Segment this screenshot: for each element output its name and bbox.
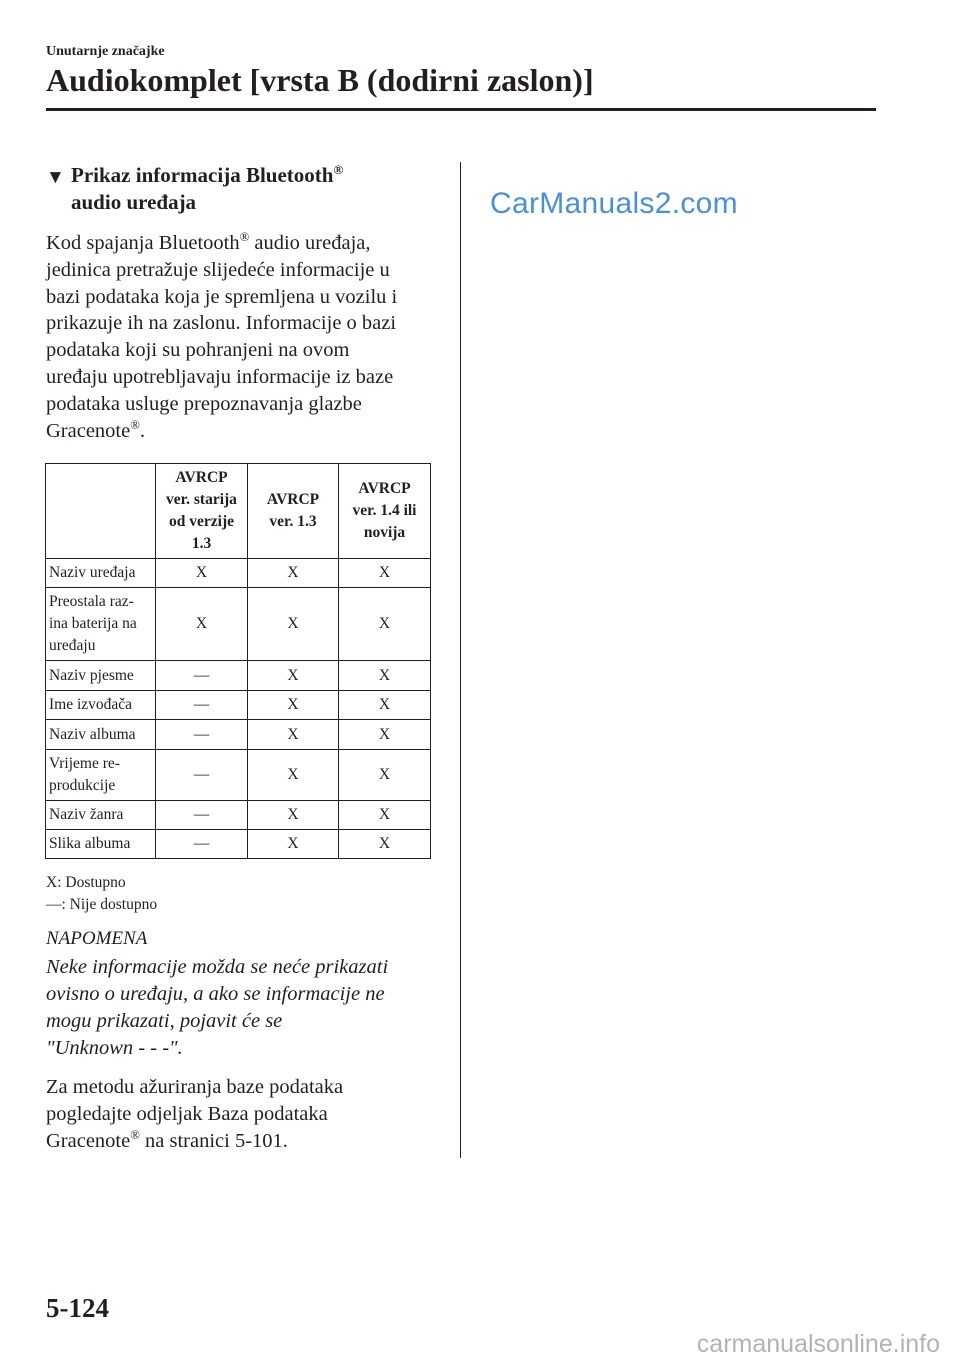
- table-row: [46, 830, 431, 859]
- triangle-bullet-icon: ▼: [46, 167, 65, 188]
- table-row-label: Naziv žanra: [46, 801, 156, 830]
- section-heading-line1: Prikaz informacija Bluetooth: [71, 163, 334, 187]
- closing-paragraph: [46, 1074, 446, 1155]
- registered-mark: ®: [239, 230, 250, 245]
- registered-mark: ®: [130, 417, 140, 432]
- table-cell: X: [156, 588, 248, 661]
- table-row-label: Naziv albuma: [46, 720, 156, 750]
- table-cell: —: [156, 720, 248, 750]
- table-cell: X: [248, 691, 339, 720]
- table-row: [46, 801, 431, 830]
- table-cell: X: [339, 559, 431, 588]
- note-line-1: Neke informacije možda se neće prikazati: [46, 956, 389, 978]
- column-divider: [460, 162, 461, 1158]
- header-rule: [46, 108, 876, 111]
- intro-line-3: bazi podataka koja je spremljena u vozilu i: [46, 285, 398, 308]
- watermark-logo: CarManuals2.com: [490, 187, 738, 220]
- note-title: NAPOMENA: [46, 928, 148, 949]
- intro-line-1a: Kod spajanja Bluetooth: [46, 232, 240, 254]
- table-cell: X: [339, 661, 431, 691]
- table-cell: X: [248, 720, 339, 750]
- table-header-cell: AVRCP ver. 1.3: [248, 464, 339, 559]
- table-row-label: Preostala raz- ina baterija na uređaju: [46, 588, 156, 661]
- header-section-label: Unutarnje značajke: [46, 44, 165, 59]
- table-cell: —: [156, 801, 248, 830]
- table-cell: —: [156, 661, 248, 691]
- table-cell: X: [339, 830, 431, 859]
- table-cell: X: [248, 559, 339, 588]
- closing-line-1: Za metodu ažuriranja baze podataka: [46, 1076, 344, 1098]
- table-header-cell: AVRCP ver. starija od verzije 1.3: [156, 464, 248, 559]
- intro-line-7: podataka usluge prepoznavanja glazbe: [46, 392, 362, 415]
- table-cell: —: [156, 691, 248, 720]
- table-row-label: Vrijeme re- produkcije: [46, 750, 156, 801]
- intro-line-4: prikazuje ih na zaslonu. Informacije o bazi: [46, 312, 397, 335]
- table-cell: X: [339, 588, 431, 661]
- table-row: [46, 750, 431, 801]
- section-heading: [46, 162, 446, 216]
- table-cell: X: [248, 801, 339, 830]
- table-row-label: Naziv uređaja: [46, 559, 156, 588]
- legend-unavailable: —: Nije dostupno: [46, 896, 158, 913]
- table-cell: X: [339, 801, 431, 830]
- table-row: [46, 720, 431, 750]
- table-header-cell: AVRCP ver. 1.4 ili novija: [339, 464, 431, 559]
- table-header-row: [46, 464, 431, 559]
- note-line-4: "Unknown - - -".: [46, 1037, 183, 1059]
- section-heading-text: [46, 162, 446, 216]
- intro-line-5: podataka koji su pohranjeni na ovom: [46, 339, 350, 362]
- note-line-3: mogu prikazati, pojavit će se: [46, 1010, 283, 1032]
- intro-line-8a: Gracenote: [46, 419, 131, 442]
- table-cell: X: [248, 661, 339, 691]
- footer-watermark: carmanualsonline.info: [696, 1330, 940, 1358]
- closing-line-3a: Gracenote: [46, 1130, 131, 1152]
- table-row: [46, 661, 431, 691]
- closing-line-2: pogledajte odjeljak Baza podataka: [46, 1103, 328, 1125]
- table-cell: X: [339, 720, 431, 750]
- table-cell: X: [248, 588, 339, 661]
- intro-line-1b: audio uređaja,: [249, 232, 371, 254]
- bluetooth-info-table: [45, 463, 431, 859]
- page-number: 5-124: [46, 1293, 109, 1323]
- table-row: [46, 588, 431, 661]
- table-cell: X: [248, 830, 339, 859]
- table-row: [46, 691, 431, 720]
- table-row-label: Naziv pjesme: [46, 661, 156, 691]
- table-legend: [46, 872, 157, 916]
- legend-available: X: Dostupno: [46, 874, 126, 891]
- section-heading-line2: audio uređaja: [71, 190, 197, 214]
- table-header-empty: [46, 464, 156, 559]
- intro-line-6: uređaju upotrebljavaju informacije iz baze: [46, 365, 394, 388]
- table-cell: X: [156, 559, 248, 588]
- intro-line-2: jedinica pretražuje slijedeće informacije u: [46, 258, 390, 281]
- intro-line-8b: .: [139, 419, 146, 442]
- table-row-label: Ime izvođača: [46, 691, 156, 720]
- table-cell: X: [339, 691, 431, 720]
- table-cell: —: [156, 750, 248, 801]
- note-line-2: ovisno o uređaju, a ako se informacije ne: [46, 983, 385, 1005]
- intro-paragraph: [46, 230, 446, 444]
- closing-line-3b: na stranici 5-101.: [139, 1130, 288, 1152]
- page-title: Audiokomplet [vrsta B (dodirni zaslon)]: [46, 62, 594, 98]
- table-row-label: Slika albuma: [46, 830, 156, 859]
- registered-mark: ®: [130, 1128, 140, 1143]
- table-cell: X: [339, 750, 431, 801]
- table-cell: —: [156, 830, 248, 859]
- registered-mark: ®: [333, 162, 344, 177]
- table-row: [46, 559, 431, 588]
- note-body: [46, 954, 446, 1062]
- table-cell: X: [248, 750, 339, 801]
